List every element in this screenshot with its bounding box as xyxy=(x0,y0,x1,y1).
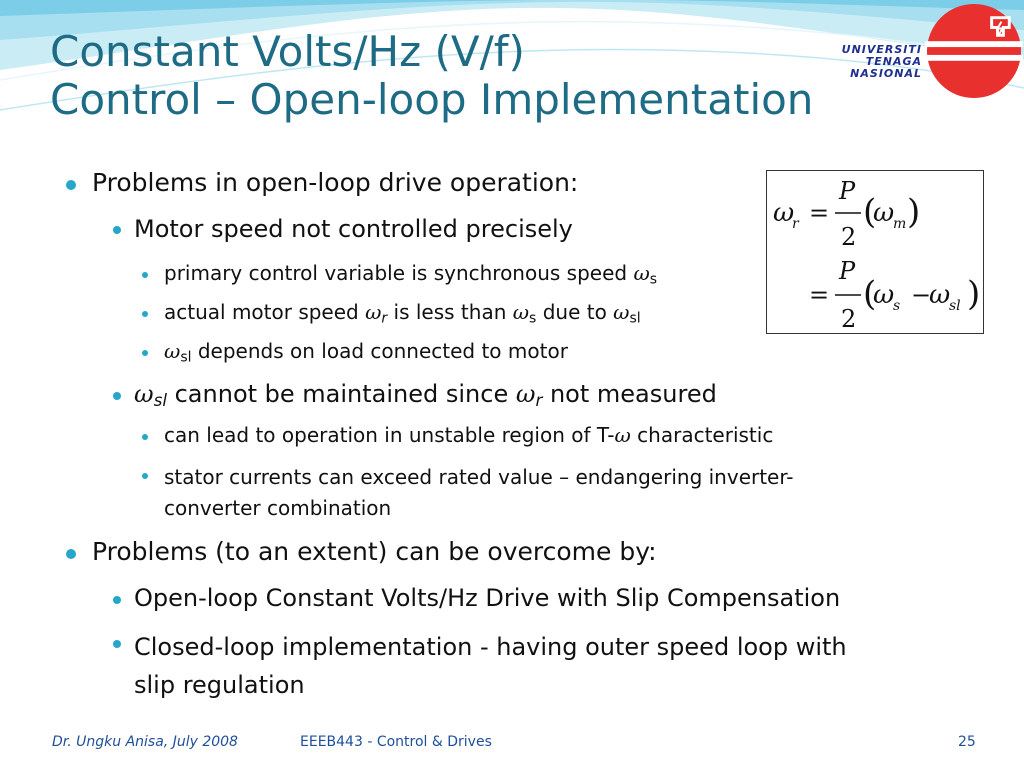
title-line-1: Constant Volts/Hz (V/f) xyxy=(50,27,525,76)
bullet-stator-currents: stator currents can exceed rated value – endangering inverter- converter combination xyxy=(164,465,794,520)
bullet-problems-overcome: Problems (to an extent) can be overcome by: xyxy=(92,537,657,566)
equation-box xyxy=(766,170,984,334)
bullet-dot xyxy=(66,549,76,559)
svg-text:(: ( xyxy=(863,274,877,314)
svg-text:−: − xyxy=(911,281,932,309)
equation-rotor-speed xyxy=(767,171,983,333)
bullet-slip-compensation: Open-loop Constant Volts/Hz Drive with Slip Compensation xyxy=(134,584,841,612)
svg-text:m: m xyxy=(893,216,907,232)
university-logo-wordmark: UNIVERSITI TENAGA NASIONAL xyxy=(841,43,922,80)
bullet-dot xyxy=(142,311,148,317)
bullet-motor-speed: Motor speed not controlled precisely xyxy=(134,215,573,243)
bullet-primary-control-variable: primary control variable is synchronous speed $\omega_s$ xyxy=(164,261,658,288)
svg-text:=: = xyxy=(809,281,830,309)
svg-text:): ) xyxy=(967,274,981,314)
svg-text:ω: ω xyxy=(873,280,895,310)
bullet-slip-depends-on-load: $\omega_{sl}$ depends on load connected to motor xyxy=(164,339,568,366)
bullet-dot xyxy=(113,596,121,604)
bullet-unstable-region: can lead to operation in unstable region of T-ω characteristic xyxy=(164,423,774,447)
footer-course: EEEB443 - Control & Drives xyxy=(300,734,492,750)
footer-page-number: 25 xyxy=(958,734,976,750)
bullet-dot xyxy=(113,226,121,234)
svg-text:2: 2 xyxy=(841,223,857,251)
svg-text:ω: ω xyxy=(773,198,795,228)
svg-text:P: P xyxy=(839,257,856,285)
bullet-dot xyxy=(142,434,148,440)
svg-text:): ) xyxy=(907,192,921,232)
bullet-dot xyxy=(66,180,76,190)
svg-text:s: s xyxy=(893,298,901,314)
bullet-dot xyxy=(142,473,148,479)
svg-text:P: P xyxy=(839,177,856,205)
bullet-problems-open-loop: Problems in open-loop drive operation: xyxy=(92,168,579,197)
bullet-actual-motor-speed: actual motor speed ωr is less than $\omega_s$ due to $\omega_{sl}$ xyxy=(164,300,641,327)
svg-text:r: r xyxy=(792,216,799,232)
title-line-2: Control – Open-loop Implementation xyxy=(50,75,814,124)
svg-text:ω: ω xyxy=(873,198,895,228)
bullet-dot xyxy=(142,350,148,356)
svg-text:=: = xyxy=(809,199,830,227)
bullet-dot xyxy=(113,640,121,648)
svg-text:sl: sl xyxy=(949,298,961,314)
svg-text:ω: ω xyxy=(929,280,951,310)
bullet-dot xyxy=(142,272,148,278)
footer-author-date: Dr. Ungku Anisa, July 2008 xyxy=(52,734,238,750)
bullet-dot xyxy=(113,392,121,400)
svg-text:2: 2 xyxy=(841,305,857,333)
bullet-slip-not-maintained: ωsl cannot be maintained since ωr not measured xyxy=(134,380,717,411)
bullet-closed-loop: Closed-loop implementation - having outer speed loop with slip regulation xyxy=(134,633,847,699)
svg-text:(: ( xyxy=(863,192,877,232)
